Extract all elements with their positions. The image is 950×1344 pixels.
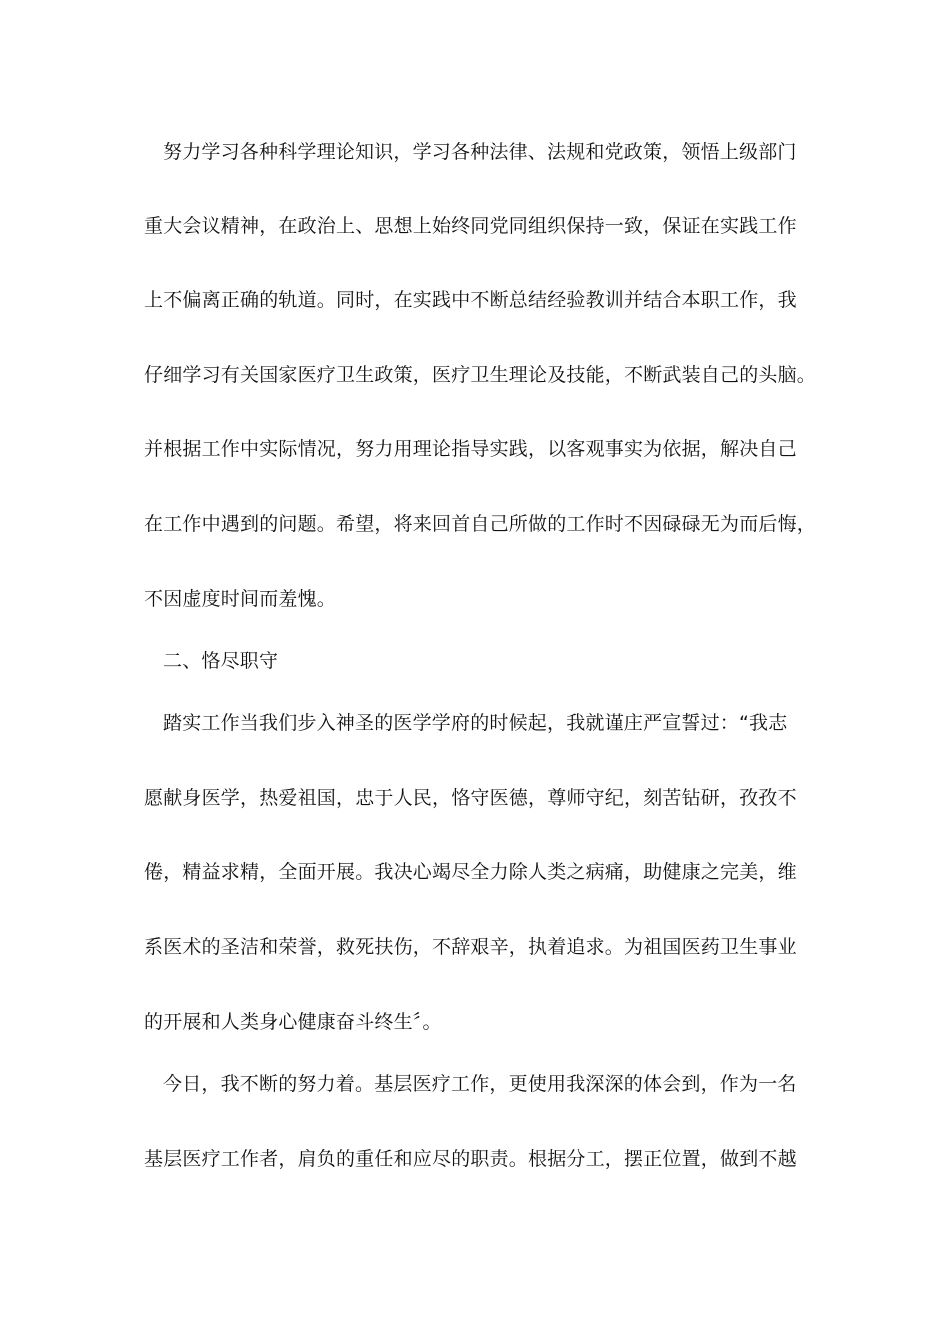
paragraph-line: 重大会议精神，在政治上、思想上始终同党同组织保持一致，保证在实践工作 (144, 215, 797, 237)
paragraph-line: 愿献身医学，热爱祖国，忠于人民，恪守医德，尊师守纪，刻苦钻研，孜孜不 (144, 787, 797, 809)
paragraph-line: 系医术的圣洁和荣誉，救死扶伤，不辞艰辛，执着追求。为祖国医药卫生事业 (144, 936, 797, 958)
paragraph-line: 上不偏离正确的轨道。同时，在实践中不断总结经验教训并结合本职工作，我 (144, 289, 797, 311)
paragraph-line: 的开展和人类身心健康奋斗终生〞。 (144, 1011, 442, 1033)
paragraph-line: 不因虚度时间而羞愧。 (144, 588, 337, 610)
paragraph-line: 在工作中遇到的问题。希望，将来回首自己所做的工作时不因碌碌无为而后悔， (144, 513, 817, 535)
paragraph-line: 努力学习各种科学理论知识，学习各种法律、法规和党政策，领悟上级部门 (163, 141, 797, 163)
paragraph-line: 倦，精益求精，全面开展。我决心竭尽全力除人类之病痛，助健康之完美，维 (144, 861, 797, 883)
paragraph-line: 踏实工作当我们步入神圣的医学学府的时候起，我就谨庄严宣誓过：“我志 (163, 712, 788, 734)
paragraph-line: 今日，我不断的努力着。基层医疗工作，更使用我深深的体会到，作为一名 (163, 1073, 797, 1095)
paragraph-line: 并根据工作中实际情况，努力用理论指导实践，以客观事实为依据，解决自己 (144, 438, 797, 460)
paragraph-line: 基层医疗工作者，肩负的重任和应尽的职责。根据分工，摆正位置，做到不越 (144, 1148, 797, 1170)
paragraph-line: 仔细学习有关国家医疗卫生政策，医疗卫生理论及技能，不断武装自己的头脑。 (144, 364, 817, 386)
section-heading: 二、恪尽职守 (163, 650, 279, 672)
